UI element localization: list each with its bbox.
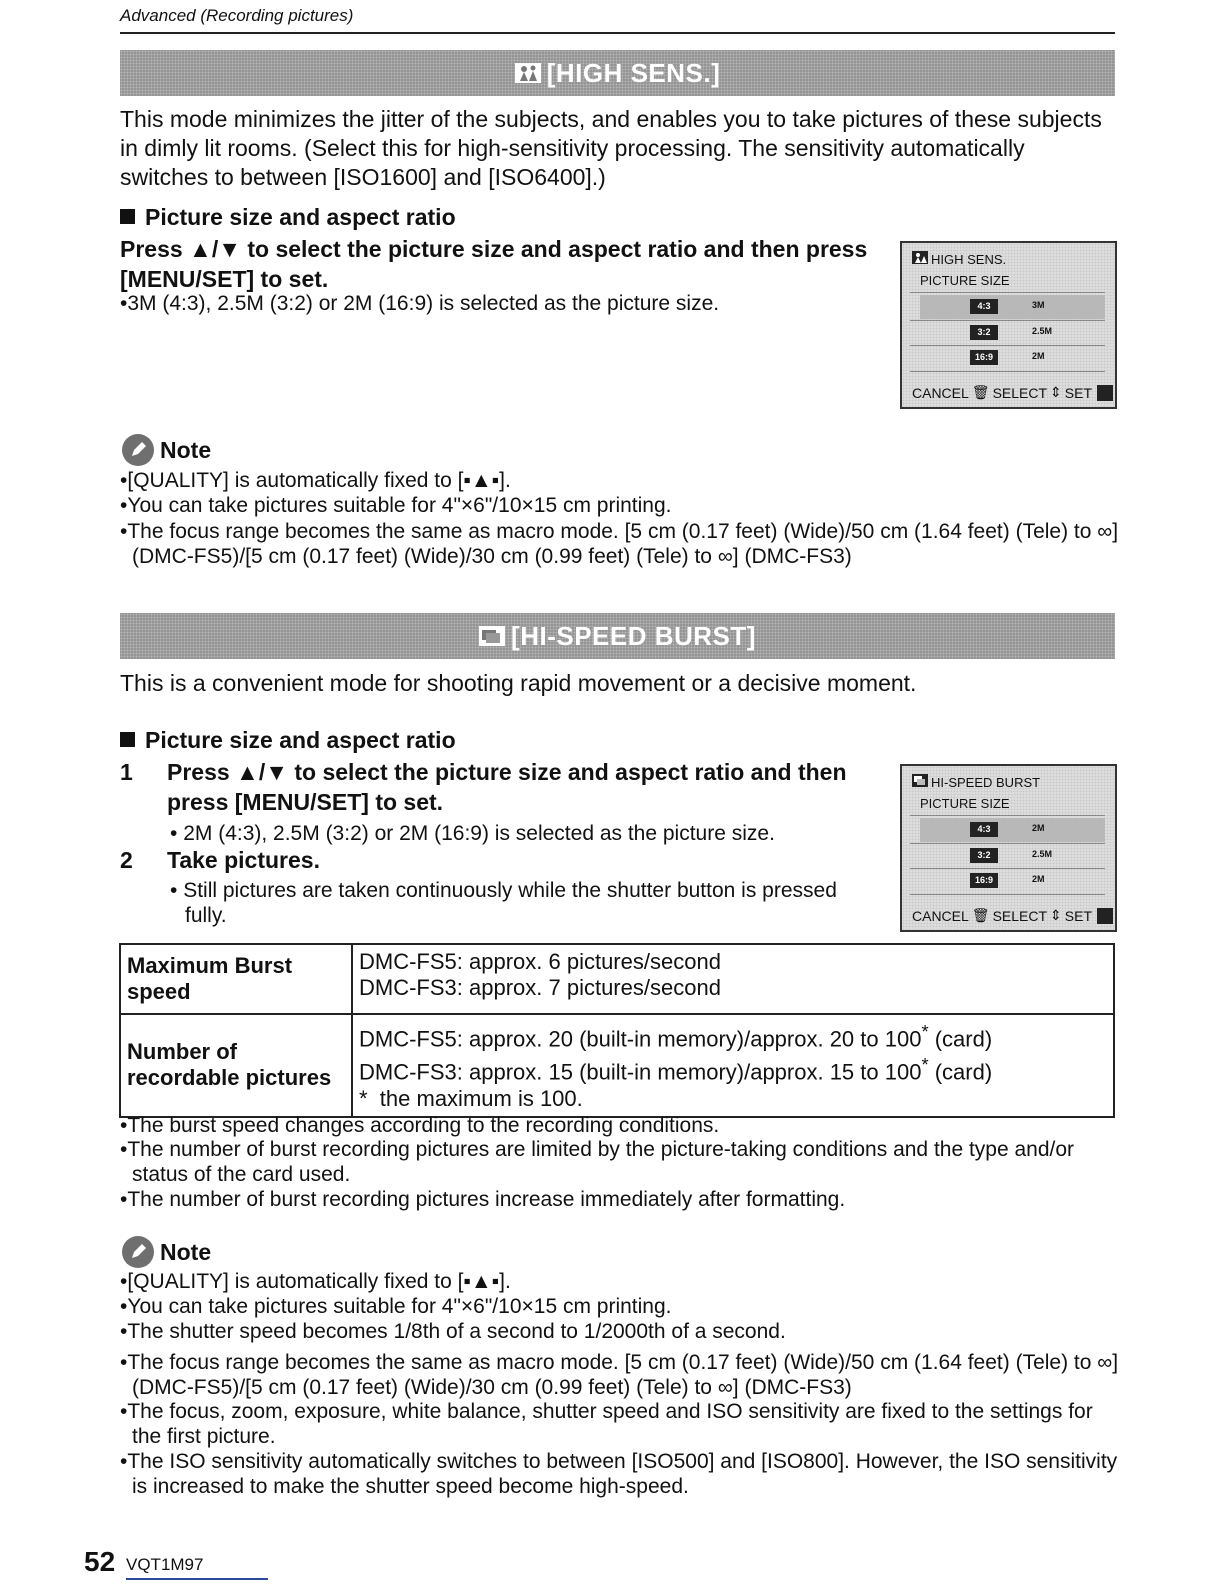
step-2-instruction: Take pictures. (167, 847, 320, 873)
high-sens-icon (912, 251, 928, 267)
screen-row: 3:2 2.5M (920, 844, 1105, 868)
burst-icon (912, 774, 928, 790)
note-item: •The shutter speed becomes 1/8th of a second to 1/2000th of a second. (120, 1320, 786, 1343)
table-label: Maximum Burst speed (120, 944, 352, 1014)
hi-speed-menu-screen (900, 764, 1117, 932)
screen-title: HIGH SENS. (912, 251, 1006, 267)
updown-icon: ⇕ (1050, 907, 1062, 923)
screen-subtitle: PICTURE SIZE (920, 273, 1010, 288)
note-item: •The focus range becomes the same as macro mode. [5 cm (0.17 feet) (Wide)/50 cm (1.64 feet) (Tele) to ∞] (DMC-FS5)/[5 cm (0.17 feet) (Wide)/30 cm (0.99 feet) (Tele) to ∞] (DMC-FS3) (120, 520, 1119, 568)
step-number: 2 (120, 847, 133, 873)
list-item: •The number of burst recording pictures are limited by the picture-taking conditions and the type and/or status of the card used. (120, 1138, 1075, 1186)
list-item: •The burst speed changes according to the recording conditions. (120, 1114, 720, 1137)
hi-speed-burst-banner (120, 613, 1115, 659)
trash-icon: 🗑 (971, 384, 990, 400)
note-item: •[QUALITY] is automatically fixed to [▪▲▪]. (120, 469, 511, 492)
note-item: •You can take pictures suitable for 4"×6"/10×15 cm printing. (120, 494, 672, 517)
table-label: Number of recordable pictures (120, 1014, 352, 1117)
table-cell: DMC-FS5: approx. 6 pictures/second DMC-FS3: approx. 7 pictures/second (352, 944, 1114, 1014)
note-item: •The focus range becomes the same as macro mode. [5 cm (0.17 feet) (Wide)/50 cm (1.64 feet) (Tele) to ∞] (DMC-FS5)/[5 cm (0.17 feet) (Wide)/30 cm (0.99 feet) (Tele) to ∞] (DMC-FS3) (120, 1351, 1119, 1399)
screen-row: 3:2 2.5M (920, 321, 1105, 345)
document-code: VQT1M97 (126, 1555, 204, 1574)
high-sens-icon (515, 61, 541, 85)
hi-speed-burst-title: [HI-SPEED BURST] (511, 620, 756, 651)
note-heading: Note (122, 1236, 211, 1268)
screen-row: 16:9 2M (920, 346, 1105, 370)
table-cell: DMC-FS5: approx. 20 (built-in memory)/approx. 20 to 100* (card) DMC-FS3: approx. 15 (built-in memory)/approx. 15 to 100* (card) * the maximum is 100. (352, 1014, 1114, 1117)
step-2-bullet: • Still pictures are taken continuously while the shutter button is pressed fully. (170, 879, 837, 927)
table-row (120, 944, 1114, 1014)
step-1-instruction: Press ▲/▼ to select the picture size and aspect ratio and then press [MENU/SET] to set. (167, 759, 847, 815)
hi-speed-intro: This is a convenient mode for shooting rapid movement or a decisive moment. (120, 670, 917, 696)
high-sens-title: [HIGH SENS.] (546, 57, 721, 88)
screen-footer: CANCEL 🗑 SELECT ⇕ SET (912, 907, 1116, 924)
screen-row: 4:3 2M (920, 818, 1105, 842)
high-sens-instruction: Press ▲/▼ to select the picture size and aspect ratio and then press [MENU/SET] to set. (120, 236, 868, 292)
burst-spec-table (119, 943, 1115, 1118)
high-sens-menu-screen (900, 241, 1117, 409)
trash-icon: 🗑 (971, 907, 990, 923)
page-number: 52 (84, 1546, 116, 1577)
footer-rule (126, 1578, 268, 1580)
high-sens-banner (120, 50, 1115, 96)
screen-row: 16:9 2M (920, 869, 1105, 893)
note-item: •The focus, zoom, exposure, white balance, shutter speed and ISO sensitivity are fixed to the settings for the first picture. (120, 1400, 1093, 1448)
screen-title: HI-SPEED BURST (912, 774, 1040, 790)
step-number: 1 (120, 759, 133, 785)
screen-subtitle: PICTURE SIZE (920, 796, 1010, 811)
section-header: Advanced (Recording pictures) (120, 6, 354, 25)
pencil-icon (122, 1236, 154, 1268)
header-divider (120, 32, 1115, 34)
high-sens-intro: This mode minimizes the jitter of the subjects, and enables you to take pictures of these subjects in dimly lit rooms. (Select this for high-sensitivity processing. The sensitivity automatically switches to between [ISO1600] and [ISO6400].) (120, 106, 1102, 190)
high-sens-bullet: •3M (4:3), 2.5M (3:2) or 2M (16:9) is selected as the picture size. (120, 292, 720, 315)
high-sens-heading: Picture size and aspect ratio (120, 204, 456, 231)
updown-icon: ⇕ (1050, 384, 1062, 400)
hi-speed-heading: Picture size and aspect ratio (120, 727, 456, 754)
screen-row: 4:3 3M (920, 295, 1105, 319)
step-1-bullet: • 2M (4:3), 2.5M (3:2) or 2M (16:9) is selected as the picture size. (170, 822, 775, 845)
screen-footer: CANCEL 🗑 SELECT ⇕ SET (912, 384, 1116, 401)
set-icon (1097, 908, 1113, 924)
set-icon (1097, 385, 1113, 401)
note-item: •You can take pictures suitable for 4"×6"/10×15 cm printing. (120, 1295, 672, 1318)
burst-icon (479, 624, 505, 648)
list-item: •The number of burst recording pictures increase immediately after formatting. (120, 1188, 846, 1211)
note-item: •The ISO sensitivity automatically switches to between [ISO500] and [ISO800]. However, the ISO sensitivity is increased to make the shutter speed become high-speed. (120, 1450, 1118, 1498)
note-item: •[QUALITY] is automatically fixed to [▪▲▪]. (120, 1270, 511, 1293)
pencil-icon (122, 434, 154, 466)
note-heading: Note (122, 434, 211, 466)
table-row (120, 1014, 1114, 1117)
